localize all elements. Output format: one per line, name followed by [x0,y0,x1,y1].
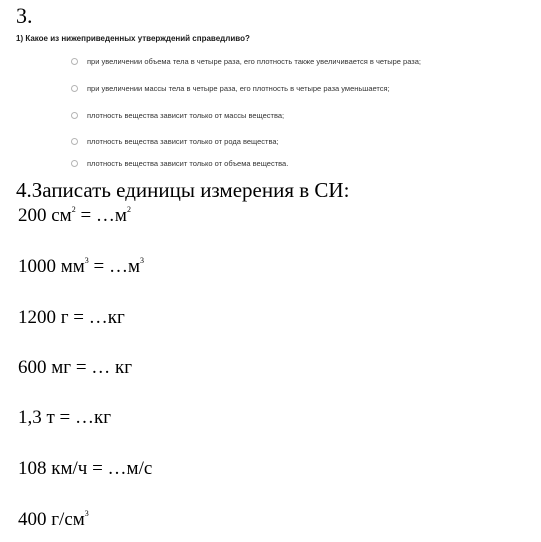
answer-option-3[interactable] [71,109,284,121]
conversion-line-4: 600 мг = … кг [18,357,133,378]
task-3-number: 3. [16,3,33,28]
conversion-line-1: 200 $см^2$ = $\dots м^2$ [18,205,131,226]
answer-option-label: плотность вещества зависит только от массы вещества; [87,110,285,120]
answer-option-1[interactable] [71,55,421,67]
radio-button-icon[interactable] [71,138,78,145]
answer-option-2[interactable] [71,82,390,94]
answer-option-label: плотность вещества зависит только от рода вещества; [87,136,279,146]
radio-button-icon[interactable] [71,58,78,65]
conversion-line-6: 108 км/ч = …м/с [18,458,153,479]
radio-button-icon[interactable] [71,85,78,92]
task-4-heading: 4.Записать единицы измерения в СИ: [16,178,350,202]
answer-option-5[interactable] [71,157,288,169]
answer-option-label: при увеличении массы тела в четыре раза, его плотность в четыре раза уменьшается; [87,83,390,93]
answer-option-label: при увеличении объема тела в четыре раза, его плотность также увеличивается в четыре раза; [87,56,422,66]
conversion-line-5: 1,3 т = …кг [18,407,112,428]
radio-button-icon[interactable] [71,160,78,167]
conversion-line-3: 1200 г = …кг [18,307,125,328]
answer-option-4[interactable] [71,135,279,147]
conversion-line-7: 400 $г/см^3$ [18,509,89,530]
radio-button-icon[interactable] [71,112,78,119]
answer-option-label: плотность вещества зависит только от объема вещества. [87,158,289,168]
task-3-question: 1) Какое из нижеприведенных утверждений справедливо? [16,34,250,43]
conversion-line-2: 1000 $мм^3$ = $\dots м^3$ [18,256,145,277]
